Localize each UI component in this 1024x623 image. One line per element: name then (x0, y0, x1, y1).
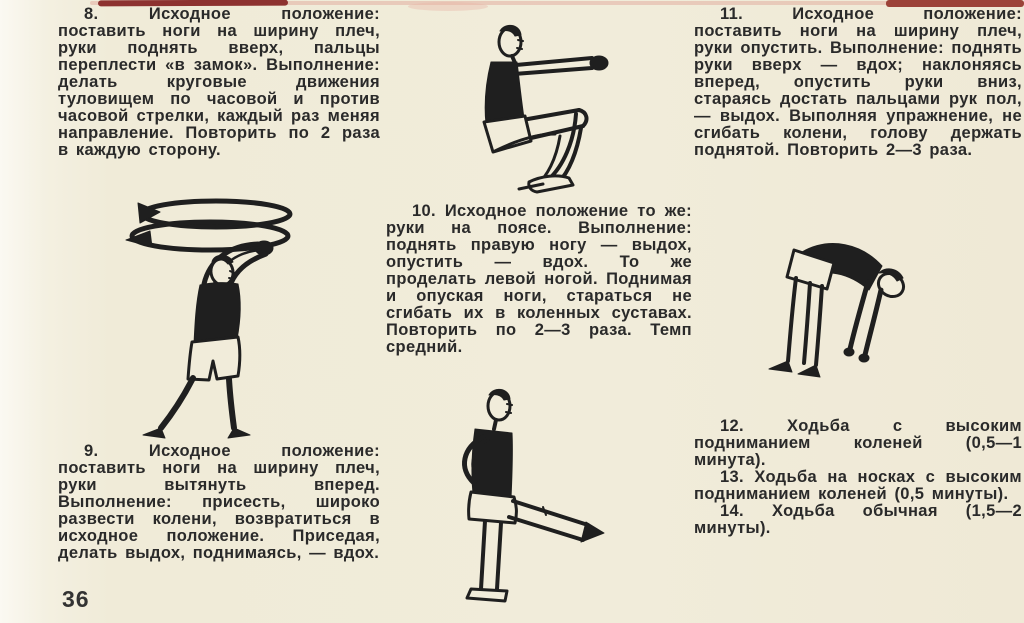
exercise-12-paragraph: 12. Ходьба с высоким подниманием коленей (0,5—1 минута). (694, 417, 1022, 469)
scan-artifact-pink-smudge (408, 2, 488, 11)
forward-bend-figure (742, 222, 952, 394)
walking-exercises-block (694, 418, 1022, 537)
figure-arms-up (143, 241, 273, 438)
leg-raise-figure-drawing (408, 382, 608, 612)
squat-figure (425, 12, 630, 204)
page-number: 36 (62, 586, 90, 612)
exercise-13-paragraph: 13. Ходьба на носках с высоким подниманием коленей (0,5 минуты). (694, 468, 1022, 503)
exercise-8-paragraph: 8. Исходное положение: поставить ноги на ширину плеч, руки поднять вверх, пальцы переплести «в замок». Выполнение: делать круговые движения туловищем по часовой и против часовой стрелки, каждый раз меняя направление. Повторить по 2 раза в каждую сторону. (58, 5, 380, 159)
exercise-10-paragraph: 10. Исходное положение то же: руки на поясе. Выполнение: поднять правую ногу — выдох, опустить — вдох. То же проделать левой ногой. Поднимая и опуская ноги, стараться не сгибать их в коленных суставах. Повторить по 2—3 раза. Темп средний. (386, 202, 692, 356)
exercise-11-paragraph: 11. Исходное положение: поставить ноги на ширину плеч, руки опустить. Выполнение: поднять руки вверх — вдох; наклоняясь вперед, опустить руки вниз, стараясь достать пальцами рук пол, — выдох. Выполняя упражнение, не сгибать колени, голову держать поднятой. Повторить 2—3 раза. (694, 5, 1022, 159)
exercise-9-paragraph: 9. Исходное положение: поставить ноги на ширину плеч, руки вытянуть вперед. Выполнение: присесть, широко развести колени, возвратиться в исходное положение. Приседая, делать выдох, поднимаясь, — вдох. (58, 442, 380, 562)
leg-raise-figure (408, 382, 608, 612)
squat-figure-drawing (425, 12, 630, 204)
exercise-14-paragraph: 14. Ходьба обычная (1,5—2 минуты). (694, 502, 1022, 537)
forward-bend-figure-drawing (742, 222, 952, 394)
trunk-rotation-figure-drawing (110, 190, 332, 444)
trunk-rotation-figure (110, 190, 332, 444)
